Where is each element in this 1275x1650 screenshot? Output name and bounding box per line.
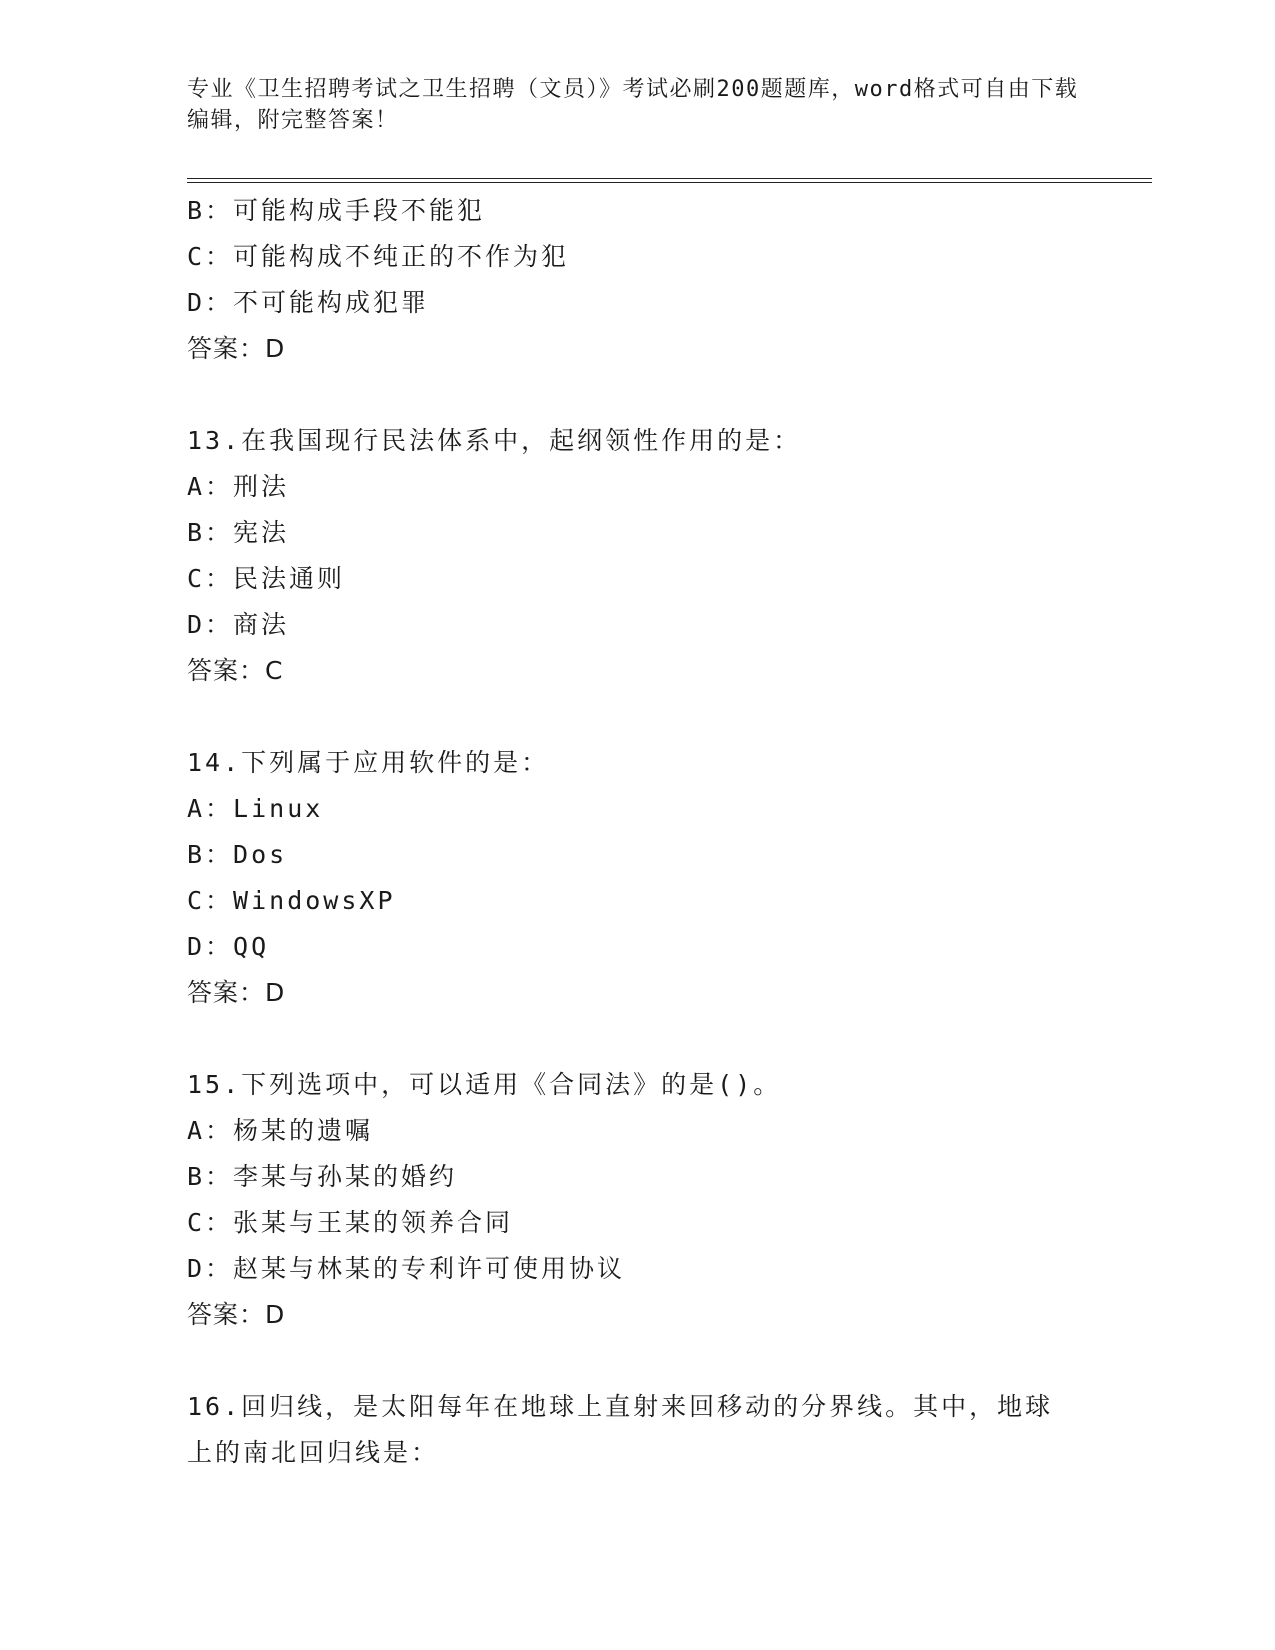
option-b: B：宪法 [187,518,290,547]
option-c: C：WindowsXP [187,886,396,915]
option-d: D：QQ [187,932,270,961]
question-14 [187,740,1087,1016]
option-c: C：张某与王某的领养合同 [187,1208,514,1237]
option-c: C：民法通则 [187,564,346,593]
question-13 [187,418,1087,694]
header-divider-bottom [187,182,1152,183]
question-stem: 14.下列属于应用软件的是： [187,748,550,777]
option-b: B：Dos [187,840,288,869]
answer-line: 答案：C [187,656,284,685]
option-c: C：可能构成不纯正的不作为犯 [187,242,570,271]
document-header: 专业《卫生招聘考试之卫生招聘（文员）》考试必刷200题题库，word格式可自由下载编辑，附完整答案！ [187,77,1079,133]
question-stem: 16.回归线，是太阳每年在地球上直射来回移动的分界线。其中，地球上的南北回归线是： [187,1392,1054,1467]
option-a: A：刑法 [187,472,290,501]
answer-line: 答案：D [187,334,286,363]
option-b: B：可能构成手段不能犯 [187,196,486,225]
option-d: D：赵某与林某的专利许可使用协议 [187,1254,626,1283]
option-d: D：不可能构成犯罪 [187,288,430,317]
option-b: B：李某与孙某的婚约 [187,1162,458,1191]
question-stem: 15.下列选项中，可以适用《合同法》的是()。 [187,1070,782,1099]
question-list [187,188,1087,1476]
answer-line: 答案：D [187,978,286,1007]
option-a: A：杨某的遗嘱 [187,1116,374,1145]
question-15 [187,1062,1087,1338]
option-a: A：Linux [187,794,324,823]
question-12-continued [187,188,1087,372]
option-d: D：商法 [187,610,290,639]
question-stem: 13.在我国现行民法体系中，起纲领性作用的是： [187,426,802,455]
answer-line: 答案：D [187,1300,286,1329]
question-16 [187,1384,1087,1476]
header-divider-top [187,178,1152,179]
